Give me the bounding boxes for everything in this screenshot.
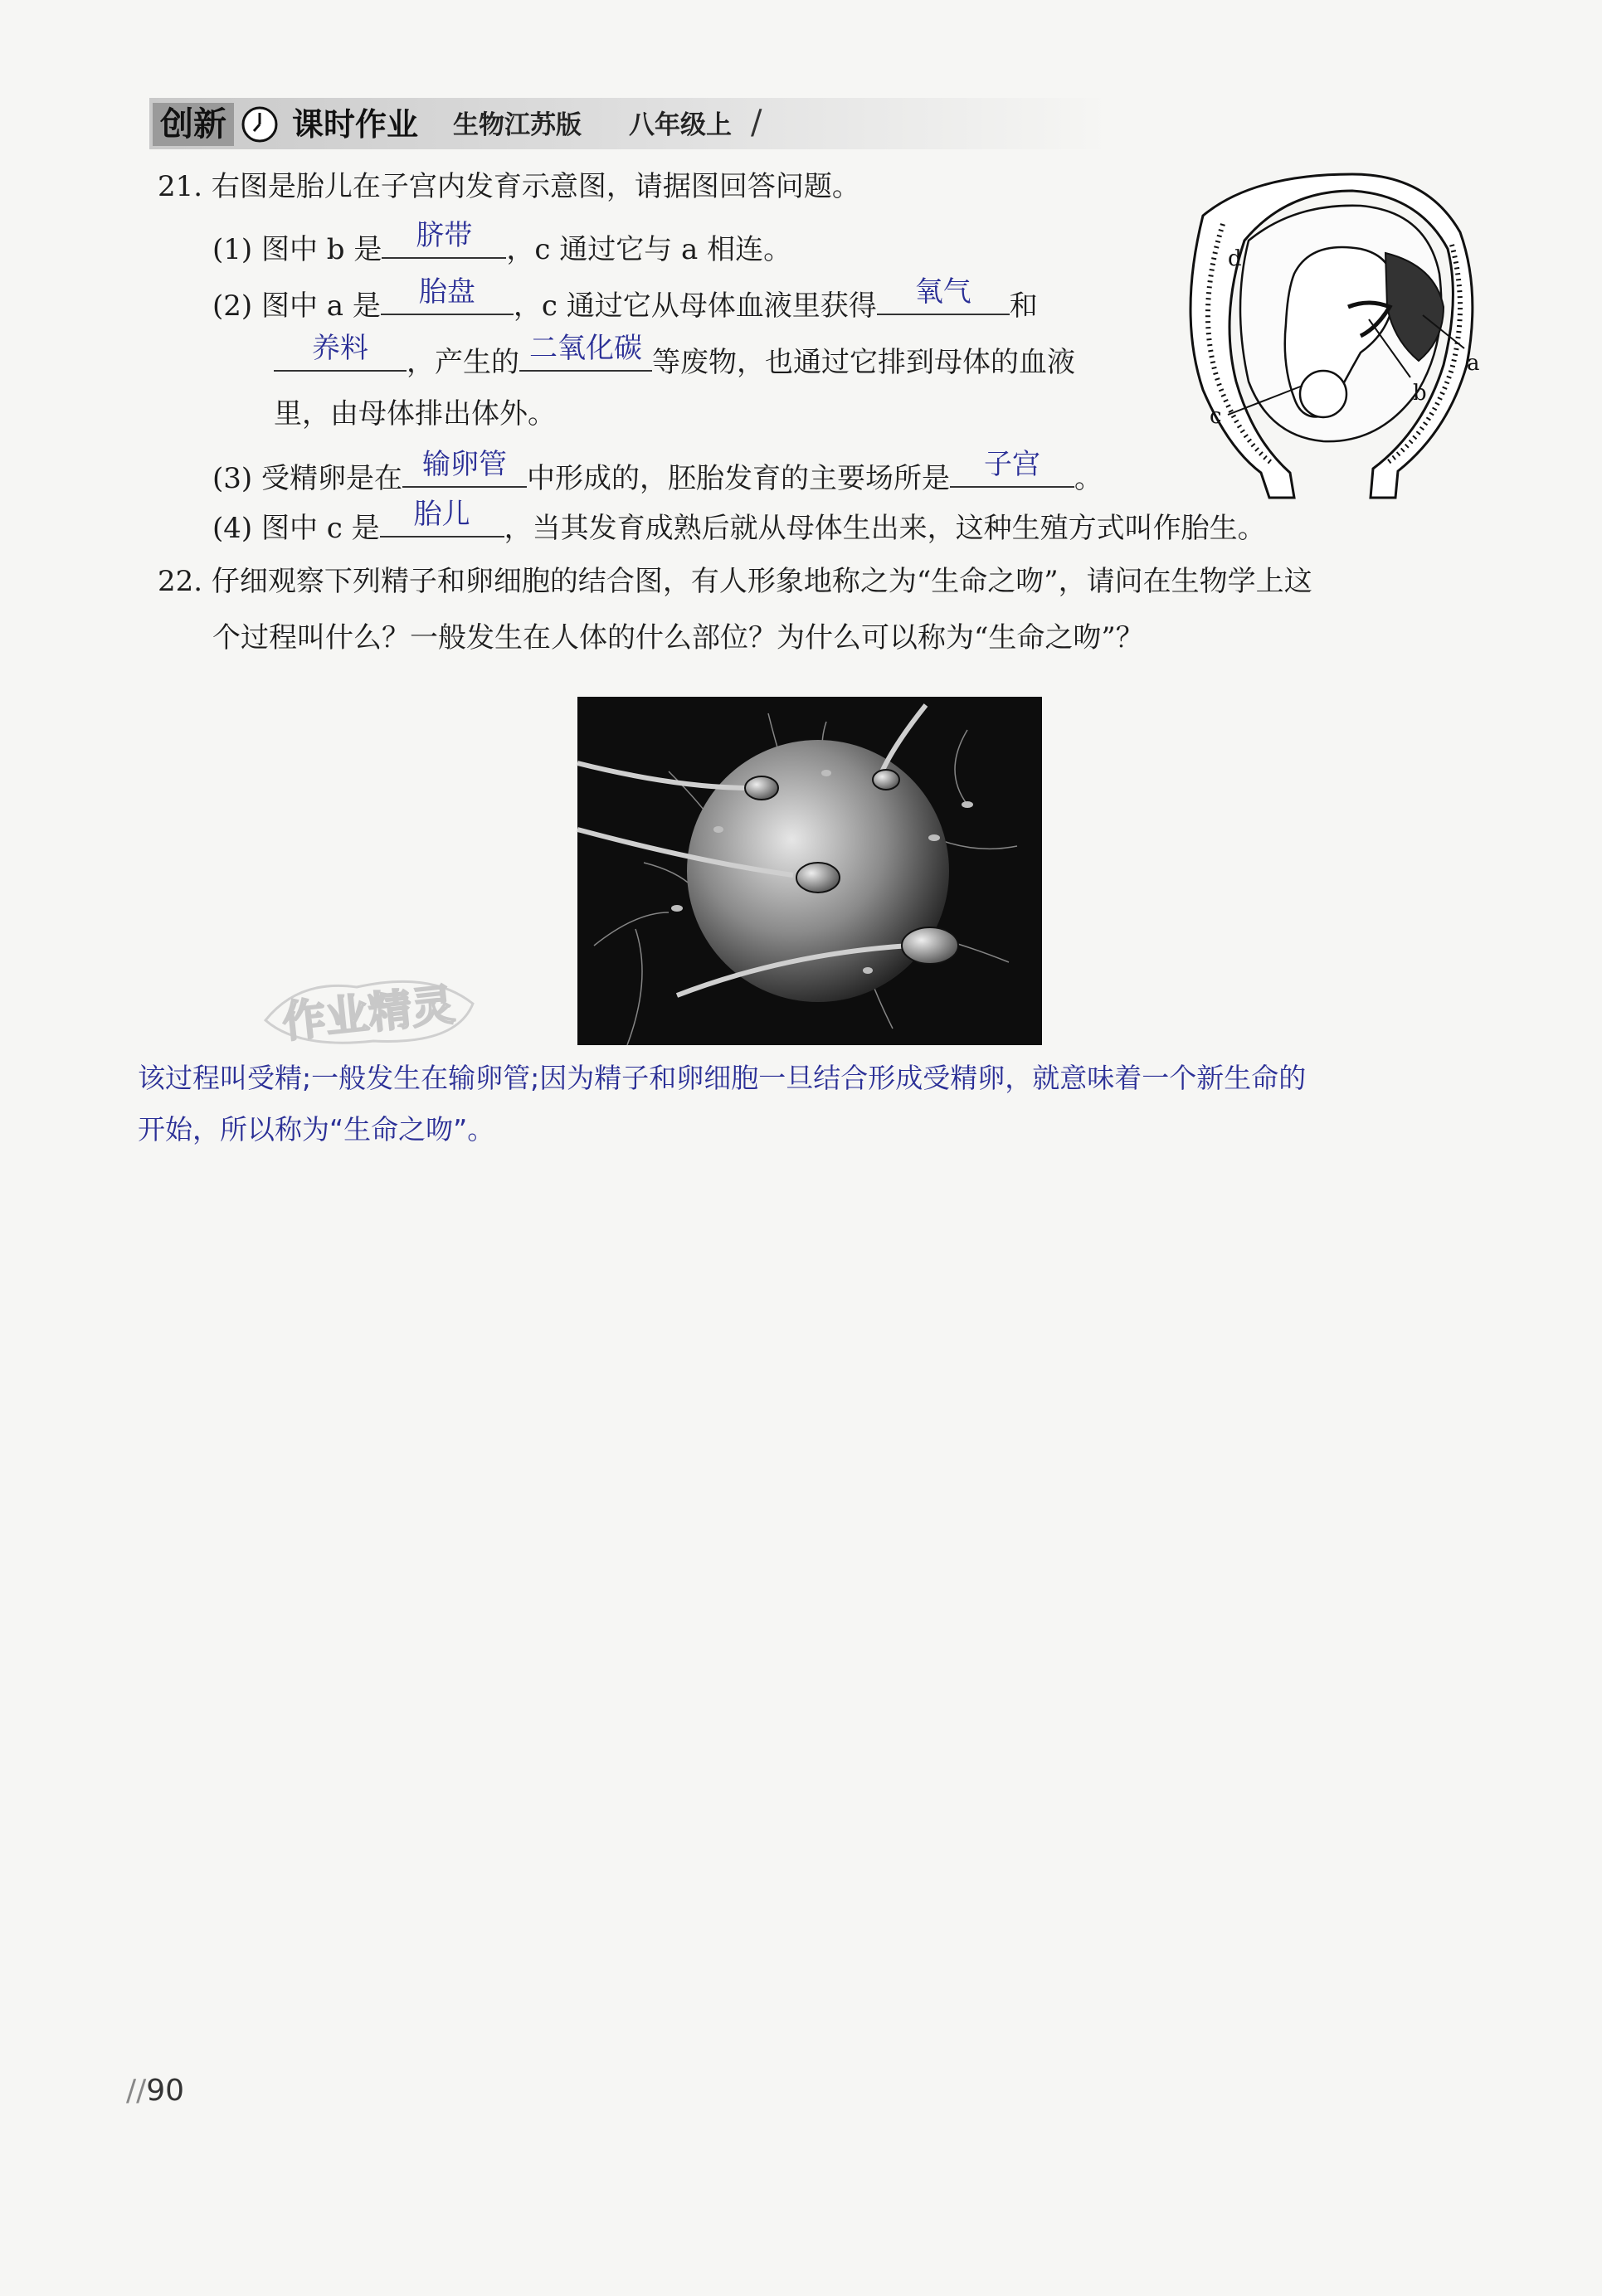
q21-p2-answer2: 氧气 bbox=[914, 275, 971, 309]
q21-part1 bbox=[212, 219, 792, 270]
q21-part3 bbox=[212, 448, 1103, 499]
header-slash-decoration: / bbox=[751, 104, 762, 142]
header-brand: 创新 bbox=[153, 103, 234, 146]
q21-p2-answer1: 胎盘 bbox=[418, 275, 475, 309]
q21-p3-text-b: 中形成的，胚胎发育的主要场所是 bbox=[526, 462, 950, 495]
q22-line2: 个过程叫什么？一般发生在人体的什么部位？为什么可以称为“生命之吻”？ bbox=[212, 621, 1144, 654]
q21-p1-text-a: (1) 图中 b 是 bbox=[212, 233, 382, 266]
uterus-fetus-diagram bbox=[1170, 174, 1480, 498]
q21-p2-blank3 bbox=[274, 332, 407, 372]
q21-p3-text-a: (3) 受精卵是在 bbox=[212, 462, 402, 495]
label-d: d bbox=[1228, 246, 1242, 271]
q21-p1-answer: 脐带 bbox=[416, 219, 473, 252]
q22-line1: 22. 仔细观察下列精子和卵细胞的结合图，有人形象地称之为“生命之吻”，请问在生物学上这 bbox=[158, 565, 1312, 598]
header-grade: 八年级上 bbox=[629, 110, 732, 140]
header-subject: 生物江苏版 bbox=[453, 110, 582, 140]
q21-p1-text-b: ，c 通过它与 a 相连。 bbox=[506, 233, 792, 266]
q22-answer-line2: 开始，所以称为“生命之吻”。 bbox=[138, 1113, 495, 1146]
clock-icon bbox=[239, 100, 280, 148]
q21-p2-text-b: ，c 通过它从母体血液里获得 bbox=[513, 289, 877, 323]
q21-p3-blank1 bbox=[402, 448, 527, 488]
page-number: //90 bbox=[126, 2074, 185, 2108]
q21-p4-blank bbox=[380, 498, 504, 538]
label-a: a bbox=[1467, 351, 1480, 376]
q22-answer-line1: 该过程叫受精;一般发生在输卵管;因为精子和卵细胞一旦结合形成受精卵，就意味着一个新生命的 bbox=[138, 1062, 1307, 1094]
label-b: b bbox=[1413, 381, 1427, 406]
q21-p4-text-b: ，当其发育成熟后就从母体生出来，这种生殖方式叫作胎生。 bbox=[504, 512, 1266, 545]
label-c: c bbox=[1210, 404, 1222, 429]
svg-text:作业精灵: 作业精灵 bbox=[280, 980, 457, 1048]
sperm-egg-photo bbox=[577, 697, 1042, 1045]
q21-p3-answer2: 子宫 bbox=[983, 448, 1040, 481]
q21-p4-text-a: (4) 图中 c 是 bbox=[212, 512, 380, 545]
q21-p3-blank2 bbox=[950, 448, 1074, 488]
q21-p2-blank4 bbox=[519, 332, 652, 372]
q21-p2-text-d: ，产生的 bbox=[407, 346, 519, 379]
q21-p2-text-a: (2) 图中 a 是 bbox=[212, 289, 381, 323]
q21-p2-text-c: 和 bbox=[1009, 289, 1038, 323]
header-title: 课时作业 bbox=[292, 106, 419, 143]
page-number-value: 90 bbox=[146, 2074, 185, 2108]
q21-p2-blank1 bbox=[381, 275, 514, 315]
q21-stem: 21. 右图是胎儿在子宫内发育示意图，请据图回答问题。 bbox=[158, 170, 860, 203]
q21-p2-answer4: 二氧化碳 bbox=[529, 332, 642, 365]
q21-p4-answer: 胎儿 bbox=[413, 498, 470, 531]
q21-part4 bbox=[212, 498, 1266, 549]
q21-part2-line1 bbox=[212, 275, 1038, 327]
q21-p2-text-e: 等废物，也通过它排到母体的血液 bbox=[652, 346, 1075, 379]
q21-p1-blank bbox=[382, 219, 506, 259]
q21-part2-line2 bbox=[274, 332, 1075, 383]
q21-p3-answer1: 输卵管 bbox=[421, 448, 507, 481]
q21-p2-text-f: 里，由母体排出体外。 bbox=[274, 397, 556, 430]
watermark-logo bbox=[249, 962, 489, 1058]
q21-p2-answer3: 养料 bbox=[312, 332, 368, 365]
q21-p2-blank2 bbox=[877, 275, 1010, 315]
q21-p3-text-c: 。 bbox=[1074, 462, 1103, 495]
